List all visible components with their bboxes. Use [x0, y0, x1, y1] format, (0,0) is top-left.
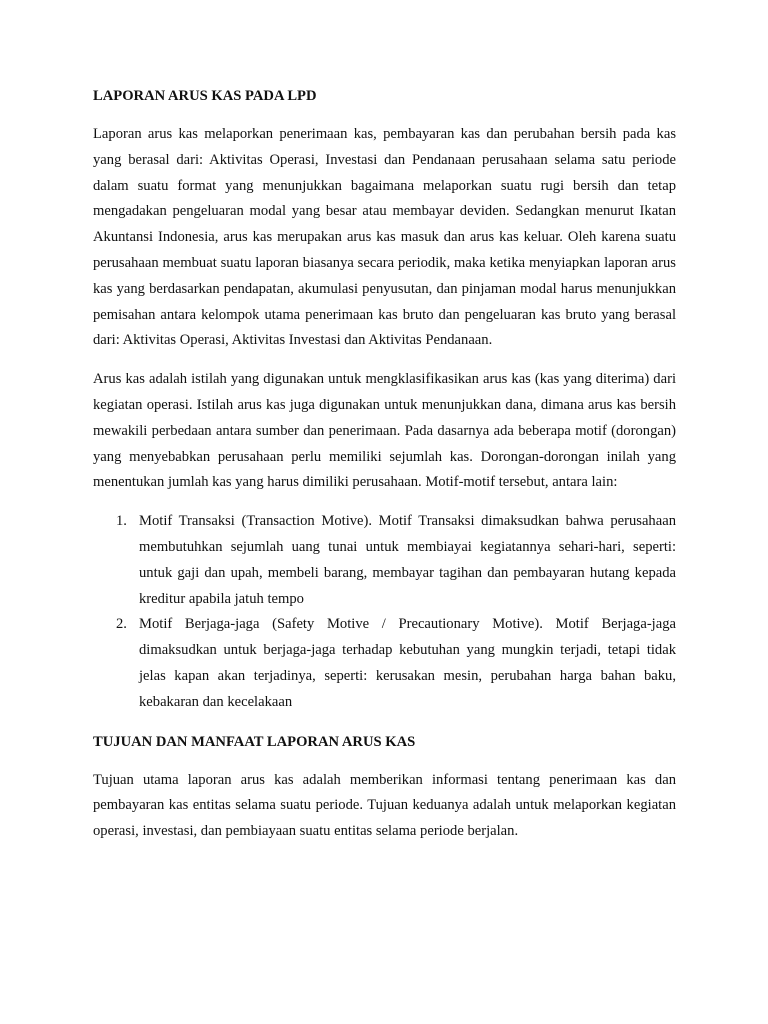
- motive-list: [93, 509, 676, 715]
- paragraph-arus-kas: Arus kas adalah istilah yang digunakan untuk mengklasifikasikan arus kas (kas yang diterima) dari kegiatan operasi. Istilah arus kas juga digunakan untuk menunjukkan dana, dimana arus kas bersih mewakili perbedaan antara sumber dan penerimaan. Pada dasarnya ada beberapa motif (dorongan) yang menyebabkan perusahaan perlu memiliki sejumlah kas. Dorongan-dorongan inilah yang menentukan jumlah kas yang harus dimiliki perusahaan. Motif-motif tersebut, antara lain:: [93, 371, 676, 491]
- list-item-text: Motif Berjaga-jaga (Safety Motive / Precautionary Motive). Motif Berjaga-jaga dimaksudkan untuk berjaga-jaga terhadap kebutuhan yang mungkin terjadi, tetapi tidak jelas kapan akan terjadinya, seperti: kerusakan mesin, perubahan harga bahan baku, kebakaran dan kecelakaan: [139, 616, 676, 710]
- list-item-text: Motif Transaksi (Transaction Motive). Motif Transaksi dimaksudkan bahwa perusahaan membutuhkan sejumlah uang tunai untuk membiayai kegiatannya sehari-hari, seperti: untuk gaji dan upah, membeli barang, membayar tagihan dan pembayaran hutang kepada kreditur apabila jatuh tempo: [139, 513, 676, 607]
- list-item-number: 2.: [116, 616, 127, 633]
- paragraph-tujuan: Tujuan utama laporan arus kas adalah memberikan informasi tentang penerimaan kas dan pembayaran kas entitas selama suatu periode. Tujuan keduanya adalah untuk melaporkan kegiatan operasi, investasi, dan pembiayaan suatu entitas selama periode berjalan.: [93, 771, 676, 840]
- list-item: [93, 612, 676, 715]
- list-item-number: 1.: [116, 513, 127, 530]
- document-page: [93, 86, 676, 845]
- section-heading-tujuan: TUJUAN DAN MANFAAT LAPORAN ARUS KAS: [93, 733, 416, 750]
- paragraph-definition: Laporan arus kas melaporkan penerimaan kas, pembayaran kas dan perubahan bersih pada kas yang berasal dari: Aktivitas Operasi, Investasi dan Pendanaan perusahaan selama satu periode dalam suatu format yang menunjukkan bagaimana melaporkan suatu rugi bersih dan tetap mengadakan pengeluaran modal yang besar atau membayar deviden. Sedangkan menurut Ikatan Akuntansi Indonesia, arus kas merupakan arus kas masuk dan arus kas keluar. Oleh karena suatu perusahaan membuat suatu laporan biasanya secara periodik, maka ketika menyiapkan laporan arus kas yang berdasarkan pendapatan, akumulasi penyusutan, dan pinjaman modal harus menunjukkan pemisahan antara kelompok utama penerimaan kas bruto dan pengeluaran kas bruto yang berasal dari: Aktivitas Operasi, Aktivitas Investasi dan Aktivitas Pendanaan.: [93, 126, 676, 349]
- list-item: [93, 509, 676, 612]
- section-heading-laporan-arus-kas: LAPORAN ARUS KAS PADA LPD: [93, 88, 317, 104]
